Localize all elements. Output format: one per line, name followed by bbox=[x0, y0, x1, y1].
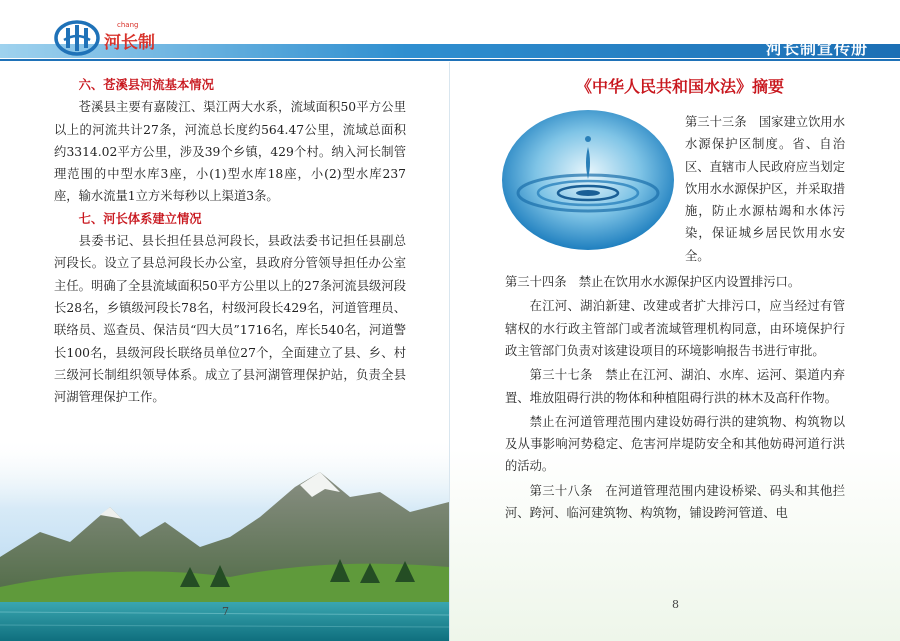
right-page bbox=[450, 62, 900, 641]
article-34: 第三十四条 禁止在饮用水水源保护区内设置排污口。 bbox=[505, 275, 801, 290]
section-heading-rivers: 六、苍溪县河流基本情况 bbox=[78, 77, 214, 92]
law-summary-title: 《中华人民共和国水法》摘要 bbox=[575, 77, 784, 96]
page-number-left: 7 bbox=[222, 605, 229, 618]
section-heading-system: 七、河长体系建立情况 bbox=[78, 210, 202, 226]
left-page bbox=[0, 62, 449, 641]
paragraph-system: 县委书记、县长担任县总河段长，县政法委书记担任县副总河段长。设立了县总河段长办公室，县政府分管领导担任办公室主任。明确了全县流域面积50平方公里以上的27条河流县级河段长28名，乡镇级河段长78名，村级河段长429名，河道管理员、联络员、巡查员、保洁员“四大员”1716名，库长540名，河道警长100名，县级河段长联络员单位27个，全面建立了县、乡、村三级河长制组织领导体系。成立了县河湖管理保护站，负责全县河湖管理保护工作。 bbox=[54, 234, 406, 405]
brochure-title: 河长制宣传册 bbox=[765, 39, 868, 58]
right-page-text bbox=[505, 111, 845, 524]
header-line bbox=[0, 59, 900, 61]
water-gate-logo-icon bbox=[54, 20, 100, 56]
left-page-text bbox=[54, 74, 406, 408]
paragraph-rivers: 苍溪县主要有嘉陵江、渠江两大水系，流域面积50平方公里以上的河流共计27条，河流总长度约564.47公里，流域总面积约3314.02平方公里，涉及39个乡镇，429个村。纳入河长制管理范围的中型水库3座，小(1)型水库18座，小(2)型水库237座，输水流量1立方米每秒以上渠道3条。 bbox=[54, 100, 406, 204]
water-ripple-image bbox=[497, 107, 679, 253]
logo-pinyin: chang bbox=[117, 21, 139, 29]
header bbox=[0, 0, 900, 62]
logo-text: 河长制 bbox=[104, 33, 155, 53]
article-37-paragraph-2: 禁止在河道管理范围内建设妨碍行洪的建筑物、构筑物以及从事影响河势稳定、危害河岸堤防安全和其他妨碍河道行洪的活动。 bbox=[505, 414, 845, 474]
article-37: 第三十七条 禁止在江河、湖泊、水库、运河、渠道内弃置、堆放阻碍行洪的物体和种植阻碍行洪的林木及高秆作物。 bbox=[505, 368, 845, 405]
article-34-paragraph-2: 在江河、湖泊新建、改建或者扩大排污口，应当经过有管辖权的水行政主管部门或者流域管理机构同意，由环境保护行政主管部门负责对该建设项目的环境影响报告书进行审批。 bbox=[505, 299, 845, 358]
page-number-right: 8 bbox=[672, 598, 679, 611]
article-33-text: 第三十三条 国家建立饮用水水源保护区制度。省、自治区、直辖市人民政府应当划定饮用水水源保护区，并采取措施，防止水源枯竭和水体污染，保证城乡居民饮用水安全。 bbox=[685, 115, 845, 263]
article-38: 第三十八条 在河道管理范围内建设桥梁、码头和其他拦河、跨河、临河建筑物、构筑物，铺设跨河管道、电 bbox=[505, 483, 845, 521]
